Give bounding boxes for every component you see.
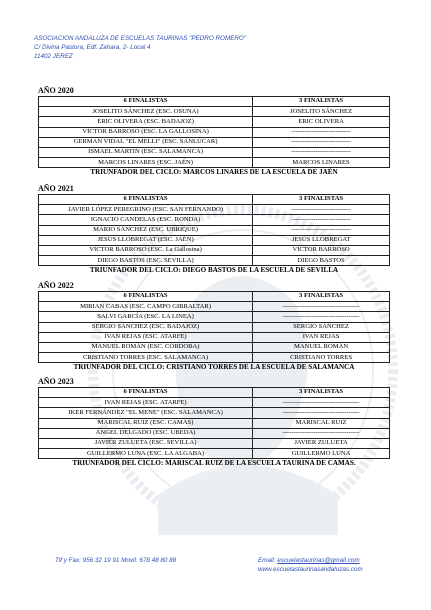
table-cell: DIEGO BASTOS (253, 256, 390, 266)
table-cell: IVAN REJAS (253, 332, 390, 342)
table-row (39, 428, 390, 438)
column-header-3-finalists: 3 FINALISTAS (253, 195, 390, 205)
table-row (39, 408, 390, 418)
table-cell: ERIC OLIVERA (ESC. BADAJOZ) (39, 117, 253, 127)
year-section-2020 (38, 86, 390, 177)
year-section-2021 (38, 184, 390, 275)
table-row (39, 245, 390, 255)
table-cell: --------------------------- (253, 225, 390, 235)
table-row (39, 449, 390, 459)
table-cell: --------------------------- (253, 215, 390, 225)
table-cell: GERMAN VIDAL "EL MELLI" (ESC. SANLÚCAR) (39, 137, 253, 147)
table-row (39, 398, 390, 408)
table-row (39, 235, 390, 245)
table-row (39, 312, 390, 322)
table-cell: ÁNGEL DELGADO (ESC. UBEDA) (39, 428, 253, 438)
table-cell: ----------------------------------- (253, 312, 390, 322)
table-cell: ----------------------------------- (253, 408, 390, 418)
table-cell: ----------------------------------- (253, 428, 390, 438)
finalists-table (38, 291, 390, 363)
email-label: Email: (258, 557, 276, 564)
cycle-winner: TRIUNFADOR DEL CICLO: MARCOS LINARES DE LA ESCUELA DE JAÉN (90, 168, 338, 177)
website-link[interactable]: www.escuelastaurinasandaluzas.com (258, 566, 363, 573)
table-row (39, 342, 390, 352)
footer-email-line (258, 556, 363, 565)
table-cell: MARIO SÁNCHEZ (ESC. UBRIQUE) (39, 225, 253, 235)
table-cell: JAVIER ZULUETA (ESC. SEVILLA) (39, 438, 253, 448)
table-cell: ----------------------------------- (253, 302, 390, 312)
letterhead (34, 34, 246, 61)
column-header-3-finalists: 3 FINALISTAS (253, 388, 390, 398)
table-cell: JAVIER ZULUETA (253, 438, 390, 448)
year-title: AÑO 2022 (38, 281, 74, 290)
table-row (39, 215, 390, 225)
table-row (39, 256, 390, 266)
table-cell: --------------------------- (253, 127, 390, 137)
finalists-table (38, 96, 390, 168)
table-row (39, 225, 390, 235)
table-header-row (39, 97, 390, 107)
table-cell: MARCOS LINARES (253, 158, 390, 168)
column-header-6-finalists: 6 FINALISTAS (39, 97, 253, 107)
table-cell: ----------------------------------- (253, 398, 390, 408)
table-row (39, 205, 390, 215)
table-header-row (39, 388, 390, 398)
table-cell: --------------------------- (253, 147, 390, 157)
cycle-winner: TRIUNFADOR DEL CICLO: CRISTIANO TORRES DE LA ESCUELA DE SALAMANCA (73, 363, 355, 372)
column-header-3-finalists: 3 FINALISTAS (253, 292, 390, 302)
table-cell: --------------------------- (253, 137, 390, 147)
table-row (39, 158, 390, 168)
column-header-6-finalists: 6 FINALISTAS (39, 195, 253, 205)
table-cell: GUILLERMO LUNA (253, 449, 390, 459)
table-row (39, 418, 390, 428)
table-cell: SALVI GARCÍA (ESC. LA LINEA) (39, 312, 253, 322)
table-cell: MIRIAN CABAS (ESC. CAMPO GIBRALTAR) (39, 302, 253, 312)
footer-contact (258, 556, 363, 574)
table-cell: CRISTIANO TORRES (ESC. SALAMANCA) (39, 353, 253, 363)
organization-address: C/ Divina Pastora, Edf. Zahara, 2- Local 4 (34, 44, 151, 51)
email-link[interactable]: escuelastaurinas@gmail.com (277, 557, 360, 564)
table-cell: GUILLERMO LUNA (ESC. LA ALGABA) (39, 449, 253, 459)
table-cell: IVAN REJAS (ESC. ATARFE) (39, 332, 253, 342)
table-cell: MARCOS LINARES (ESC. JAÉN) (39, 158, 253, 168)
organization-name: ASOCIACION ANDALUZA DE ESCUELAS TAURINAS "PEDRO ROMERO" (34, 35, 247, 42)
year-title: AÑO 2023 (38, 377, 74, 386)
year-title: AÑO 2020 (38, 86, 74, 95)
table-cell: JOSELITO SÁNCHEZ (253, 107, 390, 117)
table-cell: --------------------------- (253, 205, 390, 215)
table-row (39, 322, 390, 332)
organization-city: 11402 JEREZ (34, 53, 73, 60)
table-cell: IVAN REJAS (ESC. ATARFE) (39, 398, 253, 408)
column-header-3-finalists: 3 FINALISTAS (253, 97, 390, 107)
table-row (39, 117, 390, 127)
table-cell: JOSELITO SÁNCHEZ (ESC. OSUNA) (39, 107, 253, 117)
table-row (39, 127, 390, 137)
table-cell: MARISCAL RUIZ (ESC. CAMAS) (39, 418, 253, 428)
table-cell: MANUEL ROMÁN (ESC. CÓRDOBA) (39, 342, 253, 352)
table-cell: IKER FERNÁNDEZ "EL MENE" (ESC. SALAMANCA) (39, 408, 253, 418)
table-row (39, 332, 390, 342)
table-cell: ERIC OLIVERA (253, 117, 390, 127)
finalists-table (38, 194, 390, 266)
table-header-row (39, 195, 390, 205)
year-section-2022 (38, 281, 390, 372)
table-cell: JAVIER LÓPEZ PEREGRINO (ESC. SAN FERNANDO) (39, 205, 253, 215)
finalists-table (38, 387, 390, 459)
footer-phones: Tlf y Fax: 956 32 19 91 Movil: 678 48 80 88 (55, 557, 177, 564)
column-header-6-finalists: 6 FINALISTAS (39, 388, 253, 398)
table-cell: IGNACIO CANDELAS (ESC. RONDA) (39, 215, 253, 225)
table-cell: MANUEL ROMÁN (253, 342, 390, 352)
table-cell: ISMAEL MARTÍN (ESC. SALAMANCA) (39, 147, 253, 157)
cycle-winner: TRIUNFADOR DEL CICLO: MARISCAL RUIZ DE LA ESCUELA TAURINA DE CAMAS. (72, 459, 356, 468)
table-cell: JESÚS LLOBREGAT (253, 235, 390, 245)
table-cell: SERGIO SÁNCHEZ (ESC. BADAJOZ) (39, 322, 253, 332)
year-section-2023 (38, 377, 390, 468)
table-cell: DIEGO BASTOS (ESC. SEVILLA) (39, 256, 253, 266)
table-row (39, 353, 390, 363)
table-cell: VÍCTOR BARROSO (ESC. La Gallosina) (39, 245, 253, 255)
table-cell: MARISCAL RUIZ (253, 418, 390, 428)
table-row (39, 302, 390, 312)
cycle-winner: TRIUNFADOR DEL CICLO: DIEGO BASTOS DE LA ESCUELA DE SEVILLA (89, 266, 339, 275)
table-cell: SERGIO SÁNCHEZ (253, 322, 390, 332)
table-row (39, 137, 390, 147)
column-header-6-finalists: 6 FINALISTAS (39, 292, 253, 302)
table-cell: VÍCTOR BARROSO (253, 245, 390, 255)
table-row (39, 438, 390, 448)
table-cell: VÍCTOR BARROSO (ESC. LA GALLOSINA) (39, 127, 253, 137)
table-row (39, 107, 390, 117)
year-title: AÑO 2021 (38, 184, 74, 193)
table-header-row (39, 292, 390, 302)
table-cell: JESÚS LLOBREGAT (ESC. JAÉN) (39, 235, 253, 245)
table-row (39, 147, 390, 157)
table-cell: CRISTIANO TORRES (253, 353, 390, 363)
